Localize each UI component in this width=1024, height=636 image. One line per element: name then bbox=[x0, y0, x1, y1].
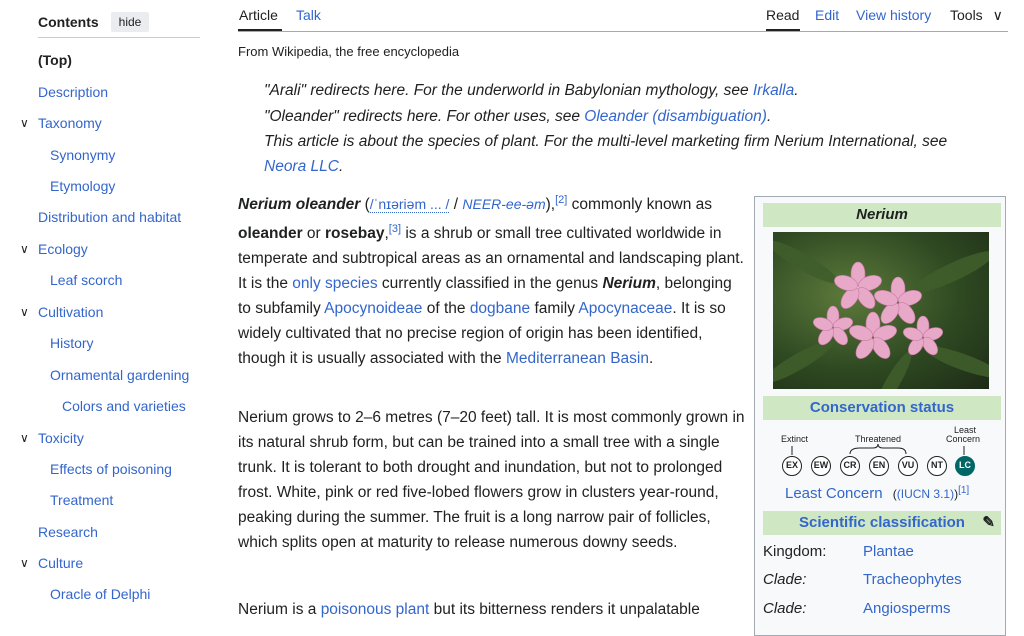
iucn-nt[interactable]: NT bbox=[927, 456, 947, 476]
chevron-down-icon[interactable]: ∨ bbox=[20, 556, 29, 570]
hatnote-species: This article is about the species of plant. For the multi-level marketing firm Nerium International, see bbox=[264, 133, 948, 150]
rank-label: Clade: bbox=[763, 571, 807, 588]
link-only-species[interactable]: only species bbox=[292, 275, 378, 293]
tab-article[interactable]: Article bbox=[239, 7, 278, 23]
infobox bbox=[754, 196, 1006, 636]
hatnote-text: . bbox=[794, 82, 799, 99]
link-mediterranean-basin[interactable]: Mediterranean Basin bbox=[505, 350, 649, 368]
toc-item-effects-poisoning[interactable]: Effects of poisoning bbox=[50, 461, 172, 477]
iucn-en[interactable]: EN bbox=[869, 456, 889, 476]
text: is a shrub or small tree cultivated worldwide in temperate and subtropical areas as an ornamental and landscaping plant. It is the bbox=[238, 225, 744, 293]
text: currently classified in the genus bbox=[377, 275, 603, 293]
sci-class-label[interactable]: Scientific classification bbox=[799, 514, 965, 531]
infobox-title: Nerium bbox=[763, 203, 1001, 227]
tab-view-history[interactable]: View history bbox=[856, 7, 932, 23]
toxicity-paragraph bbox=[238, 597, 748, 622]
link-least-concern[interactable]: Least Concern bbox=[785, 485, 883, 502]
chevron-down-icon[interactable]: ∨ bbox=[20, 116, 29, 130]
citation-3[interactable]: [3] bbox=[388, 223, 402, 236]
toc-item-history[interactable]: History bbox=[50, 335, 94, 351]
hatnote-text: "Oleander" redirects here. For other uses, see bbox=[264, 108, 585, 125]
toc-item-ornamental-gardening[interactable]: Ornamental gardening bbox=[50, 367, 190, 383]
link-dogbane[interactable]: dogbane bbox=[469, 300, 531, 318]
text: , belonging to subfamily bbox=[238, 275, 732, 318]
tab-talk[interactable]: Talk bbox=[296, 7, 321, 23]
pencil-edit-icon[interactable]: ✎ bbox=[982, 514, 995, 531]
hatnote-text: "Arali" redirects here. For the underworld in Babylonian mythology, see bbox=[264, 82, 753, 99]
rank-label: Kingdom: bbox=[763, 543, 827, 560]
hatnote-text: . bbox=[766, 108, 772, 125]
status-line: Least Concern ((IUCN 3.1))[1] bbox=[785, 485, 970, 502]
toc-hide-button[interactable]: hide bbox=[111, 12, 150, 32]
bold-term-rosebay: rosebay bbox=[325, 225, 385, 243]
hatnote-text: . bbox=[338, 158, 344, 175]
citation-1[interactable]: [1] bbox=[958, 485, 970, 496]
lead-paragraph: Nerium oleander (/ˈnɪəriəm ... / / NEER-ee-əm),[2] commonly known as oleander or rosebay,[3] is a shrub or small tree cultivated worldwide in temperate and subtropical areas as an ornamental and landscaping plant. It is the only species currently classified in the genus Nerium, belonging to subfamily Apocynoideae of the dogbane family Apocynaceae. It is so widely cultivated that no precise region of origin has been identified, though it is usually associated with the Mediterranean Basin. bbox=[238, 194, 744, 368]
link-plantae[interactable]: Plantae bbox=[863, 543, 914, 560]
scale-label-least: Least bbox=[954, 425, 977, 435]
genus-name: Nerium bbox=[602, 275, 656, 293]
text: of the bbox=[422, 300, 470, 318]
link-irkalla[interactable]: Irkalla bbox=[752, 82, 795, 99]
flower-illustration bbox=[773, 232, 989, 389]
text: commonly known as bbox=[567, 196, 713, 214]
toc-item-toxicity[interactable]: Toxicity bbox=[38, 430, 84, 446]
link-oleander-disambiguation[interactable]: Oleander (disambiguation) bbox=[584, 108, 767, 125]
toc-item-taxonomy[interactable]: Taxonomy bbox=[38, 115, 102, 131]
oleander-photo[interactable] bbox=[773, 232, 989, 389]
tools-menu[interactable] bbox=[950, 7, 1003, 24]
bold-term-oleander: oleander bbox=[238, 225, 303, 243]
text: , bbox=[384, 225, 389, 243]
iucn-vu[interactable]: VU bbox=[898, 456, 918, 476]
link-iucn[interactable]: (IUCN 3.1) bbox=[896, 487, 955, 501]
text: ), bbox=[545, 196, 556, 214]
toc-item-treatment[interactable]: Treatment bbox=[50, 492, 114, 508]
text: Nerium is a bbox=[238, 601, 321, 618]
tab-read[interactable]: Read bbox=[766, 7, 800, 23]
text: but its bitterness renders it unpalatable bbox=[429, 601, 700, 618]
chevron-down-icon[interactable]: ∨ bbox=[20, 431, 29, 445]
hatnote-oleander bbox=[264, 108, 771, 126]
toc-item-distribution[interactable]: Distribution and habitat bbox=[38, 209, 182, 225]
link-apocynoideae[interactable]: Apocynoideae bbox=[324, 300, 423, 318]
link-poisonous-plant[interactable]: poisonous plant bbox=[320, 601, 430, 618]
description-paragraph: Nerium grows to 2–6 metres (7–20 feet) tall. It is most commonly grown in its natural shrub form, but can be trained into a small tree with a single trunk. It is tolerant to both drought and inundation, but not to prolonged frost. White, pink or red five-lobed flowers grow in clusters year-round, peaking during the summer. The fruit is a long narrow pair of follicles, which splits open at maturity to release numerous downy seeds. bbox=[238, 409, 745, 551]
toc-item-ecology[interactable]: Ecology bbox=[38, 241, 88, 257]
toc-item-colors-varieties[interactable]: Colors and varieties bbox=[62, 398, 186, 414]
conservation-status-header[interactable]: Conservation status bbox=[763, 396, 1001, 420]
scale-label-extinct: Extinct bbox=[781, 434, 809, 444]
sci-class-header bbox=[763, 511, 1001, 535]
text: . It is so widely cultivated that no precise region of origin has been identified, though it is usually associated with the bbox=[238, 300, 726, 368]
link-ipa[interactable]: /ˈnɪəriəm ... / bbox=[369, 196, 450, 213]
tools-label: Tools bbox=[950, 7, 983, 23]
link-apocynaceae[interactable]: Apocynaceae bbox=[578, 300, 673, 318]
toc-item-culture[interactable]: Culture bbox=[38, 555, 84, 571]
chevron-down-icon: ∨ bbox=[992, 7, 1003, 23]
toc-divider bbox=[38, 37, 200, 38]
toc-item-research[interactable]: Research bbox=[38, 524, 98, 540]
link-respelling[interactable]: NEER-ee-əm bbox=[462, 196, 546, 213]
taxon-name: Nerium oleander bbox=[238, 196, 361, 214]
toc-header bbox=[38, 12, 149, 32]
link-angiosperms[interactable]: Angiosperms bbox=[863, 600, 951, 617]
threat-scale-brackets bbox=[755, 443, 1007, 457]
toc-item-etymology[interactable]: Etymology bbox=[50, 178, 116, 194]
tab-edit[interactable]: Edit bbox=[815, 7, 840, 23]
iucn-cr[interactable]: CR bbox=[840, 456, 860, 476]
site-tagline: From Wikipedia, the free encyclopedia bbox=[238, 44, 460, 59]
toc-item-leaf-scorch[interactable]: Leaf scorch bbox=[50, 272, 123, 288]
link-tracheophytes[interactable]: Tracheophytes bbox=[863, 571, 962, 588]
link-neora[interactable]: Neora LLC bbox=[264, 158, 339, 175]
text: ( bbox=[360, 196, 370, 214]
table-of-contents bbox=[0, 0, 210, 624]
rank-label: Clade: bbox=[763, 600, 807, 617]
toc-item-cultivation[interactable]: Cultivation bbox=[38, 304, 104, 320]
chevron-down-icon[interactable]: ∨ bbox=[20, 305, 29, 319]
toc-item-oracle-delphi[interactable]: Oracle of Delphi bbox=[50, 586, 151, 602]
toc-title: Contents bbox=[38, 14, 99, 30]
text: family bbox=[530, 300, 579, 318]
iucn-lc[interactable]: LC bbox=[955, 456, 975, 476]
scale-label-concern: Concern bbox=[946, 434, 981, 444]
toc-item-description[interactable]: Description bbox=[38, 84, 109, 100]
iucn-ex[interactable]: EX bbox=[782, 456, 802, 476]
text: . bbox=[649, 350, 654, 368]
citation-2[interactable]: [2] bbox=[555, 194, 568, 206]
hatnote-arali bbox=[264, 82, 799, 100]
header-divider bbox=[238, 31, 1008, 32]
iucn-ew[interactable]: EW bbox=[811, 456, 831, 476]
text: or bbox=[302, 225, 326, 243]
toc-item-synonymy[interactable]: Synonymy bbox=[50, 147, 116, 163]
chevron-down-icon[interactable]: ∨ bbox=[20, 242, 29, 256]
toc-item-top[interactable]: (Top) bbox=[38, 52, 72, 68]
scale-label-threatened: Threatened bbox=[855, 434, 902, 444]
hatnote-species-link bbox=[264, 158, 343, 176]
